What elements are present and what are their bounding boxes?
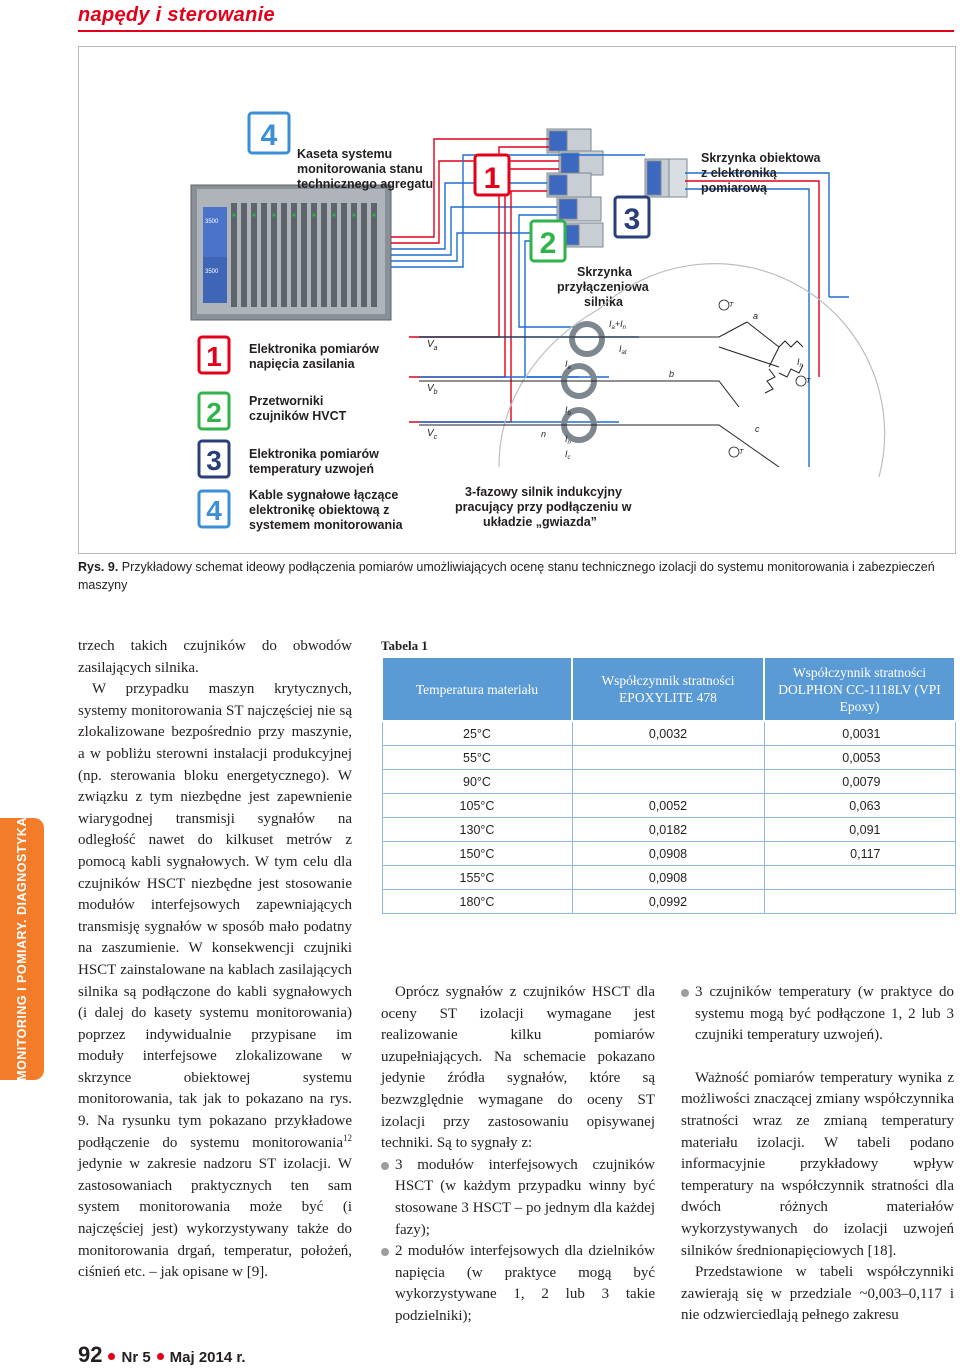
voltage-c: $V_c$: [427, 428, 438, 441]
header-dolphon: Współczynnik stratności DOLPHON CC-1118LV (VPI Epoxy): [764, 657, 955, 721]
cassette-label-3: technicznego agregatu: [297, 177, 434, 191]
table-row: 155°C 0,0908: [382, 866, 955, 890]
text-column-2: [381, 982, 655, 1328]
figure-caption-text: Przykładowy schemat ideowy podłączenia pomiarów umożliwiających ocenę stanu technicznego izolacji do systemu monitorowania i zabezpieczeń maszyny: [78, 560, 935, 592]
phase-a: a: [753, 311, 759, 321]
text-column-3: [681, 982, 954, 1327]
col3-paragraph-1: Ważność pomiarów temperatury wynika z możliwości znaczącej zmiany współczynnika stratności wraz ze zmianą temperatury materiału izolacji. W tabeli podano informacyjnie przykładowy wpływ temperatury na współczynnik stratności dla dwóch różnych materiałów wykorzystywanych do izolacji uzwojeń silników średnionapięciowych [18].: [681, 1069, 954, 1259]
table-row: 180°C 0,0992: [382, 890, 955, 914]
monitoring-rack: [191, 185, 391, 320]
section-title: napędy i sterowanie: [78, 4, 275, 26]
temp-sensor-2: T: [806, 378, 811, 385]
footer-dot: [157, 1353, 164, 1360]
current-a: $I_a$: [565, 359, 571, 371]
legend-num-2: 2: [206, 397, 222, 428]
legend-3-line-1: Elektronika pomiarów: [249, 447, 379, 461]
legend-2-line-2: czujników HVCT: [249, 409, 347, 423]
col2-bullet-list: [381, 1155, 655, 1328]
table-row: 150°C 0,0908 0,117: [382, 842, 955, 866]
phase-b: b: [669, 369, 675, 379]
legend-num-4: 4: [206, 495, 222, 526]
current-b: $I_b$: [565, 405, 571, 417]
terminal-label-1: Skrzynka: [577, 265, 632, 279]
rack-label-bottom: 3500: [205, 269, 219, 275]
figure-caption: [78, 558, 954, 594]
legend-4-line-2: elektronikę obiektową z: [249, 503, 390, 517]
current-top-2: $I_{at}$: [619, 344, 627, 356]
page-footer: [78, 1342, 246, 1368]
table-row: 90°C 0,0079: [382, 770, 955, 794]
legend-4-line-3: systemem monitorowania: [249, 518, 403, 532]
legend-num-3: 3: [206, 445, 222, 476]
issue-number: Nr 5: [121, 1349, 151, 1366]
terminal-label-3: silnika: [584, 295, 623, 309]
footnote-ref: 12: [343, 1132, 352, 1143]
marker-1-fig: 1: [483, 162, 501, 195]
box-label-2: z elektroniką: [701, 166, 777, 180]
table-row: 55°C 0,0053: [382, 746, 955, 770]
header-epoxylite: Współczynnik stratności EPOXYLITE 478: [572, 657, 764, 721]
col1-paragraph-2: W przypadku maszyn krytycznych, systemy monitorowania ST najczęściej nie są zlokalizowane bezpośrednio przy maszynie, a w pobliżu sterowni instalacji produkcyjnej (np. sterowania bloku energetycznego). W związku z tym niezbędne jest zapewnienie wiarygodnej transmisji sygnałów na odległość nawet do kilkuset metrów z pomocą kabli sygnałowych. W tym celu dla czujników HSCT niezbędne jest stosowanie modułów interfejsowych zapewniających transmisję sygnałów w sposób mało podatny na zaszumienie. W konsekwencji czujniki HSCT zainstalowane na kablach zasilających silnika są podłączone do kabli sygnałowych (i dalej do kasety systemu monitorowania) poprzez indywidualnie przypisane im moduły interfejsowe zlokalizowane w skrzynce obiektowej systemu monitorowania, tak jak to pokazano na rys. 9. Na rysunku tym pokazano przykładowe podłączenie do systemu monitorowania$^{12}$ jedynie w zakresie nadzoru ST izolacji. W zastosowaniach praktycznych ten sam system monitorowania może być (i najczęściej jest) wykorzystywany także do monitorowania drgań, temperatur, położeń, ciśnień etc. – jak opisane w [9].: [78, 681, 352, 1281]
figure-legend: [199, 337, 404, 532]
motor-label-2: pracujący przy podłączeniu w: [455, 500, 632, 514]
current-c: $I_c$: [565, 449, 571, 461]
current-right: $I_n$: [797, 357, 803, 369]
col3-bullet-list: [681, 982, 954, 1047]
loss-factor-table: [381, 656, 956, 914]
legend-4-line-1: Kable sygnałowe łączące: [249, 488, 399, 502]
list-item: 3 modułów interfejsowych czujników HSCT (w każdym przypadku winny być stosowane 3 HSCT – po jednym dla każdej fazy);: [381, 1155, 655, 1241]
temp-sensor-1: T: [729, 302, 734, 309]
figure-caption-label: Rys. 9.: [78, 560, 119, 574]
table-header-row: [382, 657, 955, 721]
legend-3-line-2: temperatury uzwojeń: [249, 462, 375, 476]
legend-num-1: 1: [206, 341, 222, 372]
box-label-3: pomiarową: [701, 181, 767, 195]
col1-paragraph-1: trzech takich czujników do obwodów zasilających silnika.: [78, 638, 352, 676]
table-row: 105°C 0,0052 0,063: [382, 794, 955, 818]
cassette-label-1: Kaseta systemu: [297, 147, 393, 161]
table-label: Tabela 1: [381, 638, 428, 653]
motor-label-1: 3-fazowy silnik indukcyjny: [465, 485, 622, 499]
col2-paragraph-1: Oprócz sygnałów z czujników HSCT dla oceny ST izolacji wymagane jest realizowanie kilku pomiarów uzupełniających. Na schemacie pokazano jedynie źródła sygnałów, które są bezwzględnie wymagane do oceny ST izolacji przy zastosowaniu opisywanej techniki. Są to sygnały z:: [381, 984, 655, 1152]
current-n: $I_n$: [565, 434, 571, 446]
legend-1-line-1: Elektronika pomiarów: [249, 342, 379, 356]
terminal-label-2: przyłączeniowa: [557, 280, 649, 294]
list-item: 3 czujników temperatury (w praktyce do systemu mogą być podłączone 1, 2 lub 3 czujniki temperatury uzwojeń).: [681, 982, 954, 1047]
header-temperature: Temperatura materiału: [382, 657, 572, 721]
motor-label-3: układzie „gwiazda”: [483, 515, 597, 529]
marker-4-top: 4: [260, 119, 278, 152]
current-top: $I_a+I_n$: [609, 319, 626, 331]
side-tab-label: MONITORING I POMIARY. DIAGNOSTYKA: [15, 817, 29, 1081]
marker-2-fig: 2: [539, 227, 557, 260]
marker-3-fig: 3: [623, 203, 641, 236]
table-row: 130°C 0,0182 0,091: [382, 818, 955, 842]
text-column-1: [78, 636, 352, 1284]
phase-c: c: [755, 424, 760, 434]
list-item: 2 modułów interfejsowych dla dzielników napięcia (w praktyce mogą być wykorzystywane 1, 2 lub 3 takie podzielniki);: [381, 1241, 655, 1327]
table-row: 25°C 0,0032 0,0031: [382, 721, 955, 746]
page-number: 92: [78, 1342, 103, 1367]
box-label-1: Skrzynka obiektowa: [701, 151, 821, 165]
phase-n: n: [541, 429, 547, 439]
rack-label-top: 3500: [205, 219, 219, 225]
footer-dot: [108, 1353, 115, 1360]
figure-schematic: [78, 46, 956, 554]
issue-date: Maj 2014 r.: [169, 1349, 246, 1366]
voltage-b: $V_b$: [427, 383, 438, 396]
cassette-label-2: monitorowania stanu: [297, 162, 423, 176]
legend-2-line-1: Przetworniki: [249, 394, 324, 408]
legend-1-line-2: napięcia zasilania: [249, 357, 355, 371]
section-side-tab: [0, 818, 44, 1080]
header-rule: [78, 30, 954, 32]
col3-paragraph-2: Przedstawione w tabeli współczynniki zawierają się w przedziale ~0,003–0,117 i nie odzwierciedlają pełnego zakresu: [681, 1264, 954, 1324]
temp-sensor-3: T: [739, 449, 744, 456]
voltage-a: $V_a$: [427, 339, 438, 352]
